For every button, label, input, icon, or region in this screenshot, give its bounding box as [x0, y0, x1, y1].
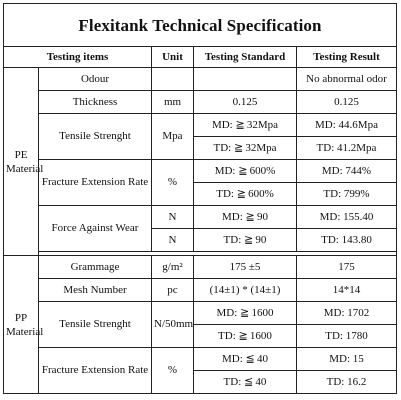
item-grammage: Grammage — [39, 256, 152, 279]
unit-cell: % — [152, 160, 194, 206]
header-testing-items: Testing items — [4, 47, 152, 68]
unit-cell — [152, 68, 194, 91]
result-cell: 14*14 — [297, 279, 397, 302]
item-force-against-wear: Force Against Wear — [39, 206, 152, 252]
table-row — [4, 206, 397, 229]
standard-cell: 0.125 — [194, 91, 297, 114]
spec-table — [3, 3, 397, 394]
unit-cell: N — [152, 206, 194, 229]
group-label-line2: Material — [6, 162, 44, 175]
header-testing-standard: Testing Standard — [194, 47, 297, 68]
group-label-line1: PP — [14, 311, 28, 324]
spec-sheet — [3, 3, 396, 397]
page-title: Flexitank Technical Specification — [4, 4, 397, 47]
unit-cell: N/50mm — [152, 302, 194, 348]
item-tensile-strength: Tensile Strenght — [39, 302, 152, 348]
table-row — [4, 114, 397, 137]
group-label-line1: PE — [14, 148, 28, 161]
item-tensile-strength: Tensile Strenght — [39, 114, 152, 160]
table-row — [4, 279, 397, 302]
standard-cell: (14±1) * (14±1) — [194, 279, 297, 302]
result-cell: MD: 44.6Mpa — [297, 114, 397, 137]
standard-cell: MD: ≧ 90 — [194, 206, 297, 229]
group-label-line2: Material — [6, 325, 44, 338]
item-thickness: Thickness — [39, 91, 152, 114]
unit-cell: N — [152, 229, 194, 252]
table-row — [4, 302, 397, 325]
standard-cell: TD: ≧ 32Mpa — [194, 137, 297, 160]
standard-cell: MD: ≧ 32Mpa — [194, 114, 297, 137]
result-cell: MD: 15 — [297, 348, 397, 371]
standard-cell: TD: ≧ 90 — [194, 229, 297, 252]
result-cell: No abnormal odor — [297, 68, 397, 91]
item-fracture-extension-rate: Fracture Extension Rate — [39, 160, 152, 206]
item-mesh-number: Mesh Number — [39, 279, 152, 302]
item-odour: Odour — [39, 68, 152, 91]
title-row — [4, 4, 397, 47]
header-unit: Unit — [152, 47, 194, 68]
standard-cell: MD: ≦ 40 — [194, 348, 297, 371]
standard-cell: TD: ≧ 1600 — [194, 325, 297, 348]
header-row — [4, 47, 397, 68]
result-cell: TD: 1780 — [297, 325, 397, 348]
standard-cell: 175 ±5 — [194, 256, 297, 279]
result-cell: 0.125 — [297, 91, 397, 114]
standard-cell: MD: ≧ 600% — [194, 160, 297, 183]
header-testing-result: Testing Result — [297, 47, 397, 68]
unit-cell: pc — [152, 279, 194, 302]
group-label-pe — [4, 68, 44, 256]
item-fracture-extension-rate: Fracture Extension Rate — [39, 348, 152, 394]
unit-cell: g/m² — [152, 256, 194, 279]
unit-cell: mm — [152, 91, 194, 114]
standard-cell: TD: ≦ 40 — [194, 371, 297, 394]
result-cell: TD: 41.2Mpa — [297, 137, 397, 160]
result-cell: MD: 155.40 — [297, 206, 397, 229]
result-cell: TD: 799% — [297, 183, 397, 206]
table-row — [4, 68, 397, 91]
result-cell: MD: 744% — [297, 160, 397, 183]
unit-cell: Mpa — [152, 114, 194, 160]
table-row — [4, 348, 397, 371]
table-row — [4, 91, 397, 114]
group-label-pp — [4, 256, 44, 394]
standard-cell: MD: ≧ 1600 — [194, 302, 297, 325]
table-row — [4, 256, 397, 279]
result-cell: TD: 16.2 — [297, 371, 397, 394]
standard-cell — [194, 68, 297, 91]
table-row — [4, 160, 397, 183]
result-cell: 175 — [297, 256, 397, 279]
result-cell: MD: 1702 — [297, 302, 397, 325]
result-cell: TD: 143.80 — [297, 229, 397, 252]
standard-cell: TD: ≧ 600% — [194, 183, 297, 206]
unit-cell: % — [152, 348, 194, 394]
